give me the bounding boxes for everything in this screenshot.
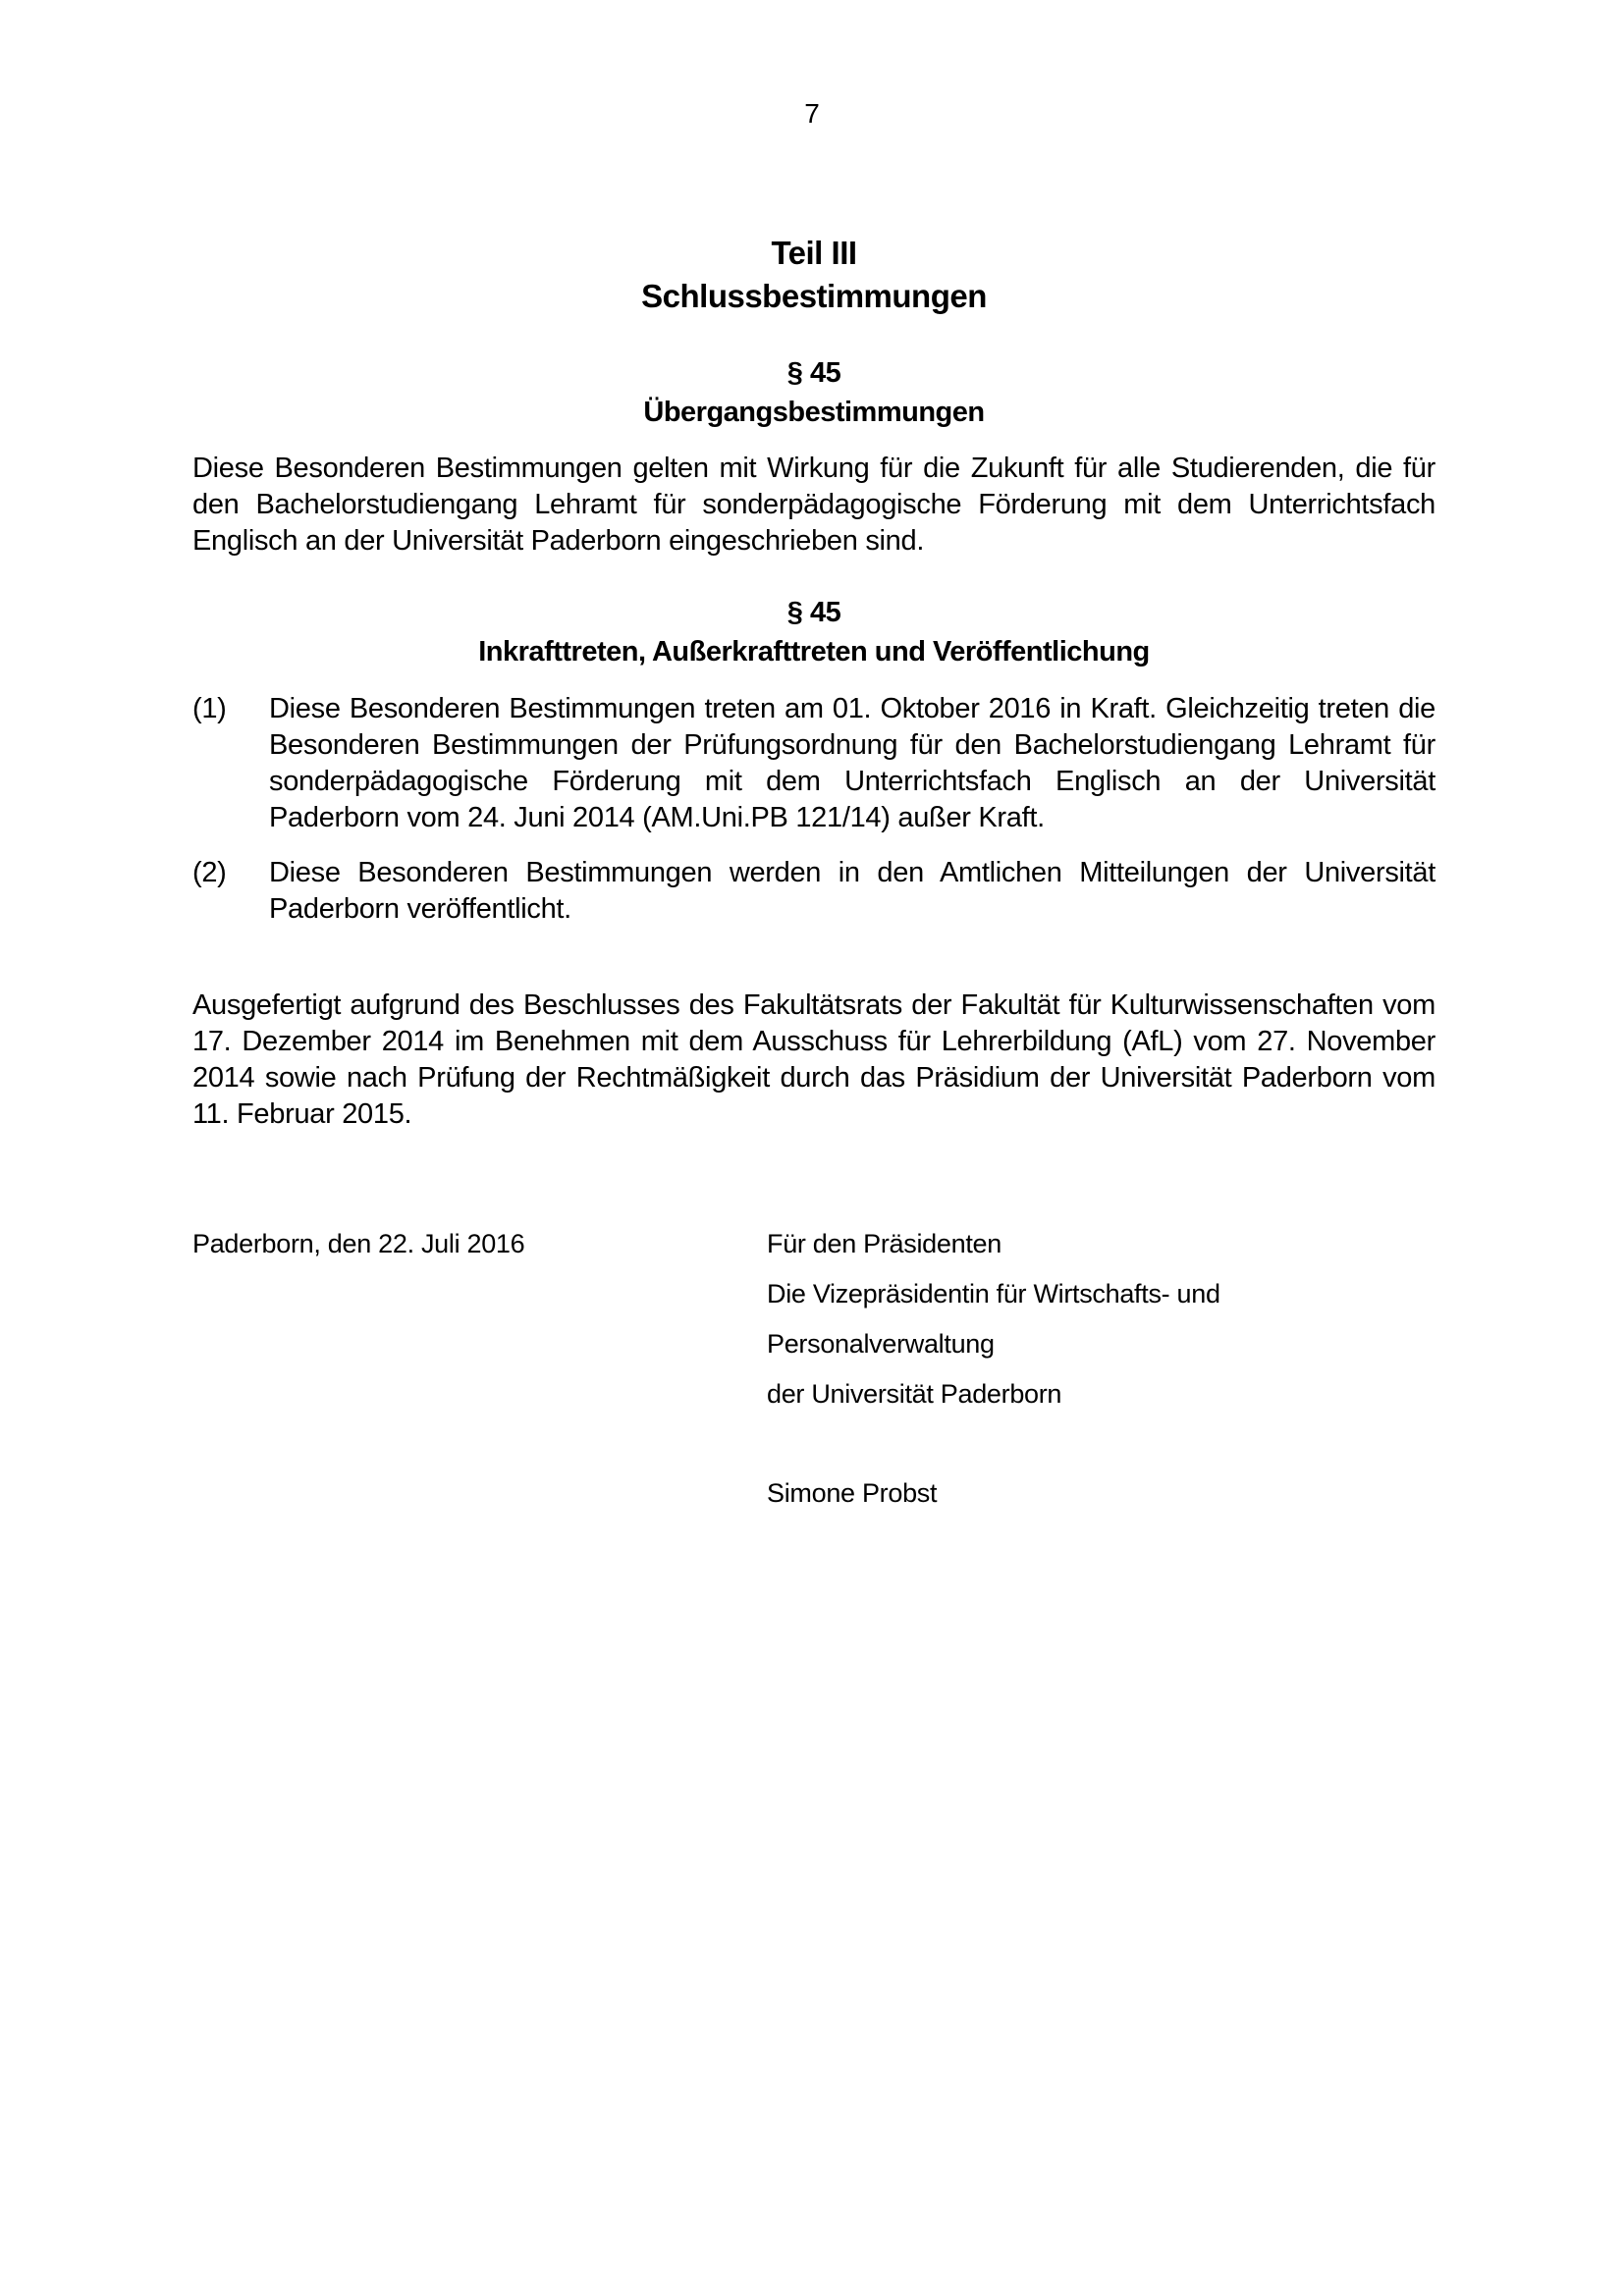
signatory-line: Die Vizepräsidentin für Wirtschafts- und Personalverwaltung	[767, 1279, 1220, 1359]
place-date: Paderborn, den 22. Juli 2016	[192, 1229, 525, 1258]
section-heading-inkrafttreten	[192, 593, 1435, 671]
item-number: (1)	[192, 693, 227, 724]
section-title: Inkrafttreten, Außerkrafttreten und Veröffentlichung	[478, 636, 1150, 667]
list-item	[192, 855, 1435, 928]
section-title: Übergangsbestimmungen	[643, 397, 985, 428]
signatory-block	[767, 1219, 1435, 1419]
part-number: Teil III	[771, 235, 857, 271]
signatory-name: Simone Probst	[767, 1478, 938, 1508]
page-number: 7	[804, 98, 820, 129]
item-number: (2)	[192, 857, 227, 888]
signatory-line: Für den Präsidenten	[767, 1229, 1001, 1258]
signatory-line: der Universität Paderborn	[767, 1379, 1062, 1409]
item-text: Diese Besonderen Bestimmungen werden in den Amtlichen Mitteilungen der Universität Paderborn veröffentlicht.	[269, 857, 1435, 925]
enactment-paragraph: Ausgefertigt aufgrund des Beschlusses des Fakultätsrats der Fakultät für Kulturwissenschaften vom 17. Dezember 2014 im Benehmen mit dem Ausschuss für Lehrerbildung (AfL) vom 27. November 2014 sowie nach Prüfung der Rechtmäßigkeit durch das Präsidium der Universität Paderborn vom 11. Februar 2015.	[192, 989, 1435, 1130]
item-text: Diese Besonderen Bestimmungen treten am 01. Oktober 2016 in Kraft. Gleichzeitig treten die Besonderen Bestimmungen der Prüfungsordnung für den Bachelorstudiengang Lehramt für sonderpädagogische Förderung mit dem Unterrichtsfach Englisch an der Universität Paderborn vom 24. Juni 2014 (AM.Uni.PB 121/14) außer Kraft.	[269, 693, 1435, 833]
section-number: § 45	[786, 597, 841, 628]
section-heading-uebergang	[192, 353, 1435, 432]
section-paragraph: Diese Besonderen Bestimmungen gelten mit Wirkung für die Zukunft für alle Studierenden, die für den Bachelorstudiengang Lehramt für sonderpädagogische Förderung mit dem Unterrichtsfach Englisch an der Universität Paderborn eingeschrieben sind.	[192, 453, 1435, 557]
part-heading	[192, 232, 1435, 318]
part-title: Schlussbestimmungen	[641, 278, 987, 314]
section-number: § 45	[786, 357, 841, 389]
list-item	[192, 691, 1435, 836]
